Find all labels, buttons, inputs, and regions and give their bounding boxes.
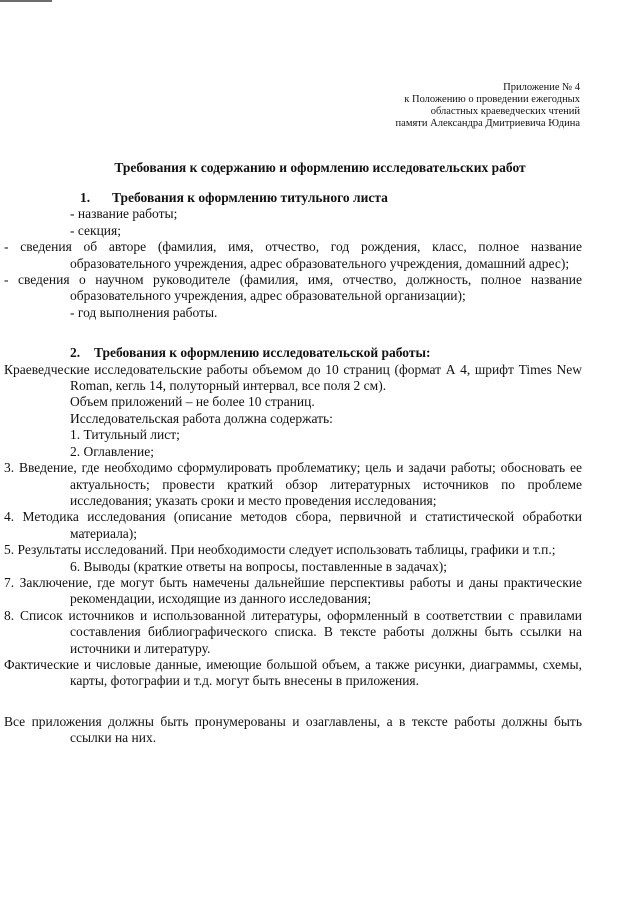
- section-1-heading: [70, 190, 582, 206]
- requirements-list-item: [4, 542, 582, 558]
- requirements-list-item: [4, 460, 582, 509]
- title-page-item: [4, 239, 582, 272]
- requirements-list-item: [4, 574, 582, 608]
- title-page-item: - год выполнения работы.: [70, 304, 218, 320]
- appendix-header: [320, 82, 580, 130]
- requirements-list-text: 4. Методика исследования (описание методов сбора, первичной и статистической обработки материала);: [4, 509, 582, 541]
- section-2-number: 2.: [70, 345, 81, 361]
- requirements-list-item: 1. Титульный лист;: [70, 427, 180, 443]
- title-page-item-text: - сведения о научном руководителе (фамилия, имя, отчество, должность, полное название образовательного учреждения, адрес образовательной организации);: [4, 272, 582, 304]
- header-line: памяти Александра Дмитриевича Юдина: [395, 118, 580, 129]
- title-page-item: - название работы;: [70, 206, 178, 222]
- closing-text: Все приложения должны быть пронумерованы и озаглавлены, а в тексте работы должны быть ссылки на них.: [4, 713, 582, 746]
- title-page-item: [4, 272, 582, 305]
- requirements-list-item: [4, 607, 582, 657]
- requirements-list-item: 6. Выводы (краткие ответы на вопросы, поставленные в задачах);: [70, 558, 447, 574]
- section-2-paragraph: [4, 361, 582, 395]
- appendix-note: [4, 656, 582, 690]
- requirements-list-text: 7. Заключение, где могут быть намечены дальнейшие перспективы работы и даны практические рекомендации, исходящие из данного исследования;: [4, 574, 582, 607]
- section-2-title: Требования к оформлению исследовательской работы:: [94, 345, 431, 361]
- document-body: [4, 190, 582, 747]
- appendix-note-text: Фактические и числовые данные, имеющие большой объем, а также рисунки, диаграммы, схемы, карты, фотографии и т.д. могут быть внесены в приложения.: [4, 656, 582, 689]
- section-1-title: Требования к оформлению титульного листа: [112, 190, 388, 205]
- page-title: Требования к содержанию и оформлению исследовательских работ: [114, 160, 526, 175]
- header-line: к Положению о проведении ежегодных: [404, 94, 580, 105]
- scan-edge-mark: [0, 0, 52, 2]
- section-2-text: Краеведческие исследовательские работы объемом до 10 страниц (формат А 4, шрифт Times New Roman, кегль 14, полуторный интервал, все поля 2 см).: [4, 361, 582, 394]
- requirements-list-text: 8. Список источников и использованной литературы, оформленный в соответствии с правилами составления библиографического списка. В тексте работы должны быть ссылки на источники и литературу.: [4, 607, 582, 656]
- requirements-list-item: [4, 509, 582, 542]
- header-line: Приложение № 4: [503, 82, 580, 93]
- title-page-item: - секция;: [70, 222, 121, 238]
- requirements-list-text: 3. Введение, где необходимо сформулировать проблематику; цель и задачи работы; обосновать ее актуальность; провести краткий обзор литературных источников по проблеме исследования; указать сроки и место проведения исследования;: [4, 460, 582, 508]
- header-line: областных краеведческих чтений: [430, 106, 580, 117]
- section-1-number: 1.: [80, 190, 91, 205]
- section-2-heading: [70, 345, 582, 361]
- section-2-paragraph: Исследовательская работа должна содержать:: [70, 410, 333, 426]
- closing-paragraph: [4, 713, 582, 747]
- section-2-paragraph: Объем приложений – не более 10 страниц.: [70, 394, 315, 410]
- requirements-list-text: 5. Результаты исследований. При необходимости следует использовать таблицы, графики и т.п.;: [4, 542, 556, 558]
- requirements-list-item: 2. Оглавление;: [70, 443, 154, 459]
- title-page-item-text: - сведения об авторе (фамилия, имя, отчество, год рождения, класс, полное название образовательного учреждения, адрес образовательного учреждения, домашний адрес);: [4, 239, 582, 271]
